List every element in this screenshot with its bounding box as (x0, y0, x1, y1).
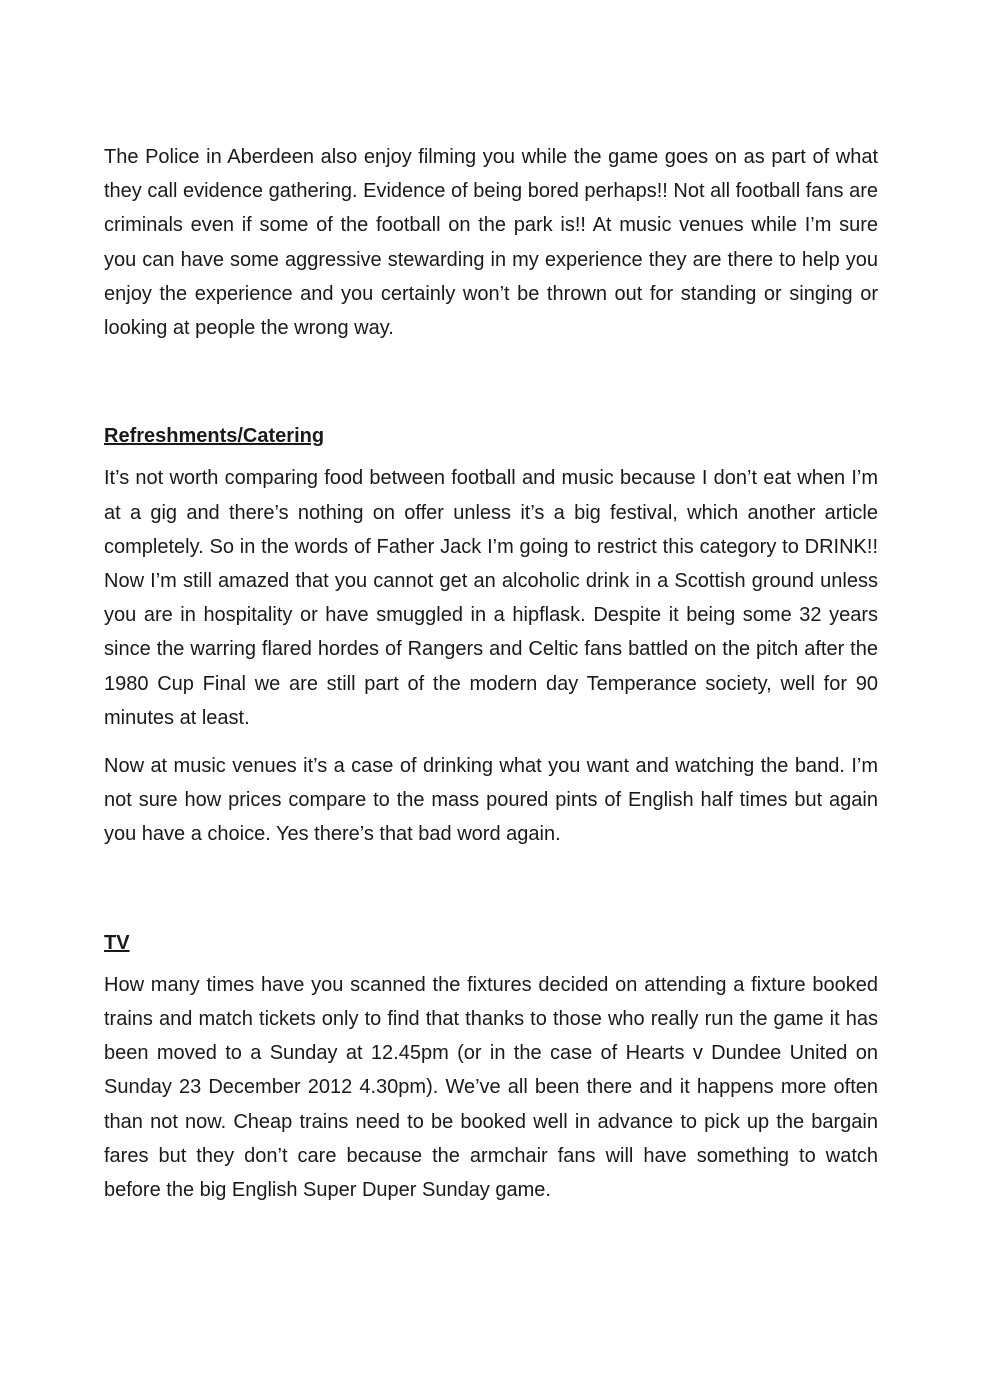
refreshments-paragraph-2: Now at music venues it’s a case of drinking what you want and watching the band. I’m not sure how prices compare to the mass poured pints of English half times but again you have a choice. Yes there’s that bad word again. (104, 755, 878, 846)
tv-paragraph: How many times have you scanned the fixtures decided on attending a fixture booked trains and match tickets only to find that thanks to those who really run the game it has been moved to a Sunday at 12.45pm (or in the case of Hearts v Dundee United on Sunday 23 December 2012 4.30pm). We’ve all been there and it happens more often than not now. Cheap trains need to be booked well in advance to pick up the bargain fares but they don’t care because the armchair fans will have something to watch before the big English Super Duper Sunday game. (104, 973, 878, 1202)
refreshments-paragraph-1: It’s not worth comparing food between football and music because I don’t eat when I’m at a gig and there’s nothing on offer unless it’s a big festival, which another article completely. So in the words of Father Jack I’m going to restrict this category to DRINK!! Now I’m still amazed that you cannot get an alcoholic drink in a Scottish ground unless you are in hospitality or have smuggled in a hipflask. Despite it being some 32 years since the warring flared hordes of Rangers and Celtic fans battled on the pitch after the 1980 Cup Final we are still part of the modern day Temperance society, well for 90 minutes at least. (104, 467, 878, 729)
refreshments-heading: Refreshments/Catering (104, 425, 325, 448)
document-body (104, 140, 878, 1207)
tv-heading: TV (104, 931, 130, 954)
intro-paragraph: The Police in Aberdeen also enjoy filming you while the game goes on as part of what they call evidence gathering. Evidence of being bored perhaps!! Not all football fans are criminals even if some of the football on the park is!! At music venues while I’m sure you can have some aggressive stewarding in my experience they are there to help you enjoy the experience and you certainly won’t be thrown out for standing or singing or looking at people the wrong way. (104, 146, 878, 340)
